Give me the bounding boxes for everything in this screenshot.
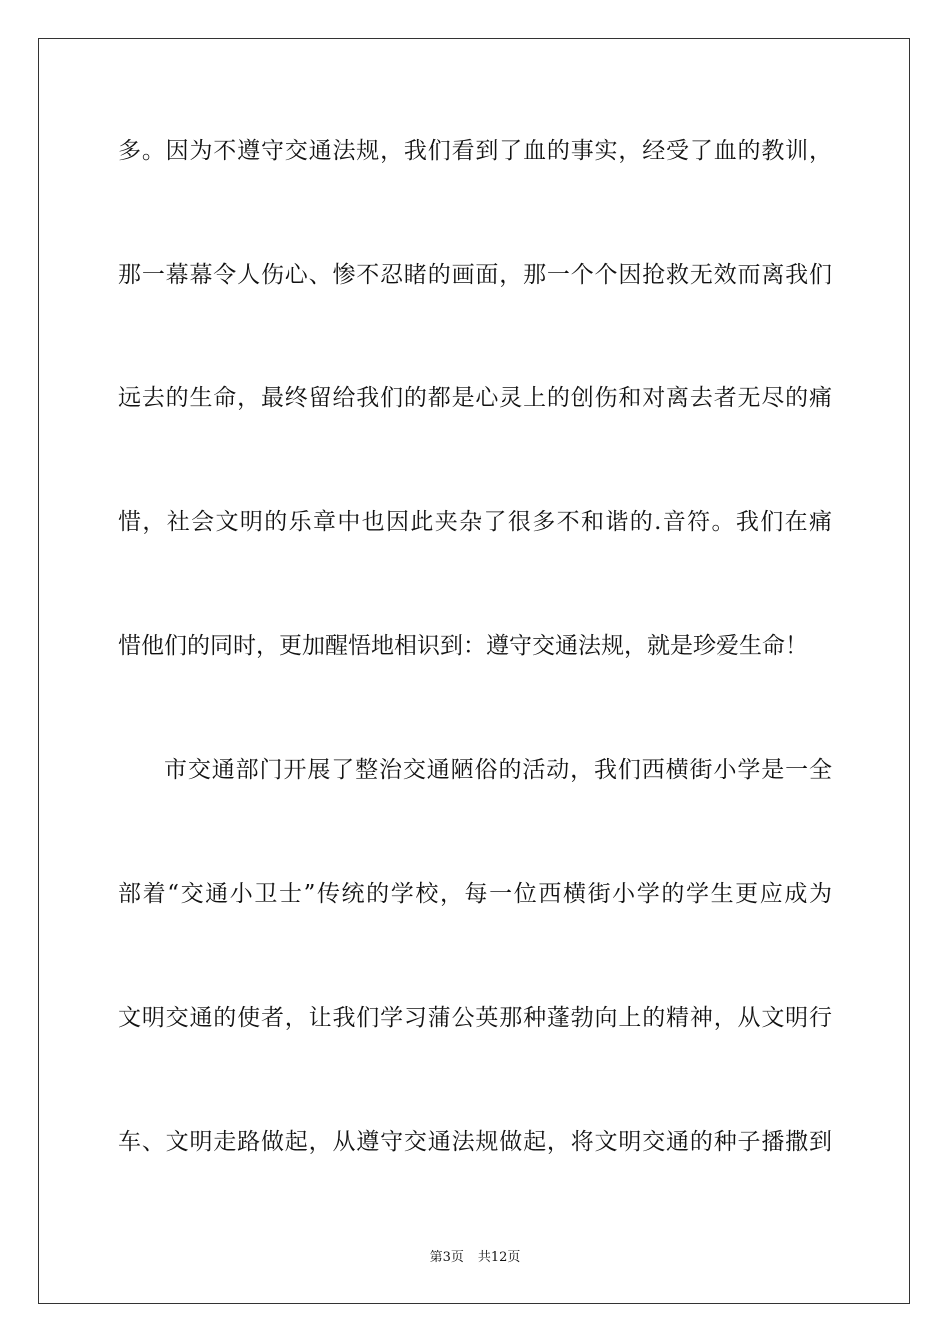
text-line: 文明交通的使者，让我们学习蒲公英那种蓬勃向上的精神，从文明行 (118, 1005, 832, 1031)
text-line: 市交通部门开展了整治交通陋俗的活动，我们西横街小学是一全 (164, 757, 832, 783)
text-line: 远去的生命，最终留给我们的都是心灵上的创伤和对离去者无尽的痛 (118, 385, 832, 411)
text-line: 多。因为不遵守交通法规，我们看到了血的事实，经受了血的教训， (118, 138, 832, 164)
page-number-total: 共12页 (477, 1250, 521, 1265)
text-line: 那一幕幕令人伤心、惨不忍睹的画面，那一个个因抢救无效而离我们 (118, 262, 832, 288)
text-line: 车、文明走路做起，从遵守交通法规做起，将文明交通的种子播撒到 (118, 1129, 832, 1155)
page-number-current: 第3页 (429, 1250, 464, 1265)
text-line: 惜，社会文明的乐章中也因此夹杂了很多不和谐的.音符。我们在痛 (118, 509, 832, 535)
text-line: 惜他们的同时，更加醒悟地相识到：遵守交通法规，就是珍爱生命！ (118, 633, 808, 659)
page-border (38, 38, 910, 1304)
text-line: 部着“交通小卫士”传统的学校，每一位西横街小学的学生更应成为 (118, 881, 832, 907)
page-footer (0, 1246, 950, 1265)
